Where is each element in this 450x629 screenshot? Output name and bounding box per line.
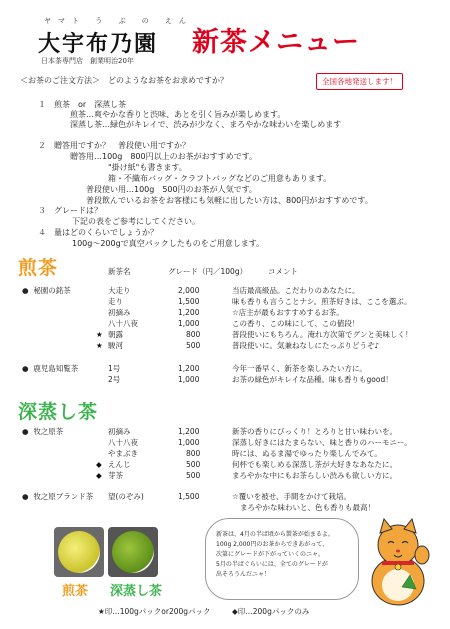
tea-comment: 何杯でも楽しめる深蒸し茶が大好きなあなたに。 (232, 460, 397, 469)
bubble-line: 5月の半ばぐらいには、全てのグレードが (216, 561, 328, 568)
howto-line: "掛け紙"も書きます。 (108, 163, 187, 172)
table-header-grade: グレード（円／100g） (168, 267, 248, 276)
tea-comment: 当店最高級品。こだわりのあなたに。 (232, 286, 360, 295)
row-mark: ◆ (96, 471, 102, 480)
sencha-cup-label: 煎茶 (62, 584, 89, 599)
logo-subtitle: 日本茶専門店 創業明治20年 (41, 57, 134, 65)
tea-comment: この香り、この味にして、この値段！ (232, 319, 360, 328)
howto-line: 下記の表をご参考にしてください。 (72, 217, 200, 226)
fukamushi-cup-image (108, 527, 158, 577)
howto-line: 100g～200gで真空パックしたものをご用意します。 (72, 239, 265, 248)
tea-price: 1,000 (178, 375, 200, 384)
tea-comment: まろやかな味わいと、色も香りも最高！ (240, 503, 375, 512)
howto-line: ２ 贈答用ですか？ 普段使い用ですか？ (38, 141, 190, 150)
footer-star-note: ★印…100gパックor200gパック (98, 607, 211, 616)
tea-comment: 味も香りも言うことナシ。煎茶好きは、ここを選ぶ。 (232, 297, 412, 306)
group-label: ● 秘園の銘茶 (22, 286, 71, 295)
tea-comment: まろやかな中にもお茶らしい渋みも欲しい方に。 (232, 471, 397, 480)
tea-price: 1,500 (178, 297, 200, 306)
tea-comment: ☆店主が最もおすすめするお茶。 (232, 308, 344, 317)
logo-text: 大宇布乃園 (38, 31, 159, 57)
tea-name: 走り (108, 297, 123, 306)
row-mark: ◆ (96, 460, 102, 469)
tea-comment: 新茶の香りにびっくり！とろりと甘い味わいを。 (232, 427, 397, 436)
group-label: ● 牧之原茶 (22, 427, 64, 436)
bubble-line: 次第にグレードが下がっていくのニャ。 (216, 551, 325, 558)
lucky-cat-icon (362, 515, 434, 607)
tea-comment: 普段使いにもちろん。淹れ方次第でグンと美味しく！ (232, 330, 413, 339)
bubble-line: 100g 2,000円のお茶からできあがって、 (216, 541, 329, 548)
tea-name: 朝露 (108, 330, 123, 339)
tea-name: 1号 (108, 364, 121, 373)
tea-price: 500 (186, 341, 201, 350)
tea-comment: 普段使いに。気兼ねなしにたっぷりどうぞ♪ (232, 341, 380, 350)
howto-line: ４ 量はどのくらいでしょうか？ (38, 228, 158, 237)
tea-name: 芽茶 (108, 471, 123, 480)
howto-line: 煎茶…爽やかな香りと渋味、あとを引く旨みが楽しめます。 (70, 110, 286, 119)
tea-price: 800 (186, 330, 201, 339)
table-header-comment: コメント (268, 267, 298, 276)
tea-name: 大走り (108, 286, 131, 295)
tea-comment: 深蒸し好きにはたまらない、味と香りのハーモニー。 (232, 438, 412, 447)
tea-name: 八十八夜 (108, 438, 138, 447)
howto-line: 普段使い用…100g 500円のお茶が人気です。 (86, 185, 257, 194)
tea-comment: お茶の緑色がキレイな品種。味も香りもgood！ (232, 375, 393, 384)
howto-line: 箱・不織布バッグ・クラフトバッグなどのご用意もあります。 (108, 174, 332, 183)
table-header-name: 新茶名 (108, 267, 131, 276)
tea-name: 初摘み (108, 308, 131, 317)
tea-name: 2号 (108, 375, 121, 384)
howto-line: １ 煎茶 or 深蒸し茶 (38, 100, 127, 109)
tea-name: 望(のぞみ) (108, 492, 144, 501)
sencha-title: 煎茶 (18, 257, 59, 279)
footer-diamond-note: ◆印…200gパックのみ (232, 607, 310, 616)
howto-line: 深蒸し茶…緑色がキレイで、渋みが少なく、まろやかな味わいを楽しめます (70, 120, 342, 129)
tea-comment: ☆覆いを被せ、手間をかけて栽培。 (232, 492, 351, 501)
tea-name: やまぶき (108, 449, 138, 458)
fukamushi-cup-label: 深蒸し茶 (110, 584, 163, 599)
group-label: ● 鹿児島知覧茶 (22, 364, 79, 373)
page-title: 新茶メニュー (192, 27, 360, 58)
tea-comment: 時には、ぬるま湯でゆったり楽しんでみて。 (232, 449, 382, 458)
tea-price: 1,500 (178, 492, 200, 501)
tea-name: えんじ (108, 460, 131, 469)
tea-comment: 今年一番早く、新茶を楽しみたい方に。 (232, 364, 367, 373)
fukamushi-title: 深蒸し茶 (18, 401, 99, 423)
tea-price: 1,200 (178, 364, 200, 373)
row-mark: ★ (96, 341, 103, 350)
howto-line: ３ グレードは？ (38, 206, 102, 215)
tea-price: 1,000 (178, 319, 200, 328)
shipping-badge: 全国各地発送します！ (316, 73, 403, 90)
bubble-line: 出そろうんだニャ！ (216, 571, 271, 578)
howto-line: 普段飲んでいるお茶をお客様にも気軽に出したい方は、800円がおすすめです。 (86, 196, 373, 205)
howto-line: 贈答用…100g 800円以上のお茶がおすすめです。 (70, 152, 258, 161)
row-mark: ★ (96, 330, 103, 339)
tea-price: 1,200 (178, 308, 200, 317)
tea-name: 駿河 (108, 341, 123, 350)
tea-price: 1,000 (178, 438, 200, 447)
tea-name: 初摘み (108, 427, 131, 436)
tea-price: 500 (186, 460, 201, 469)
bubble-line: 新茶は、4月の半ば頃から製茶が始まるよ。 (216, 531, 334, 538)
tea-price: 1,200 (178, 427, 200, 436)
logo-ruby: ヤマト う ぶ の えん (44, 17, 193, 25)
tea-price: 2,000 (178, 286, 200, 295)
sencha-cup-image (54, 527, 104, 577)
tea-price: 500 (186, 471, 201, 480)
tea-price: 800 (186, 449, 201, 458)
tea-name: 八十八夜 (108, 319, 138, 328)
group-label: ● 牧之原ブランド茶 (22, 492, 94, 501)
howto-intro: ＜お茶のご注文方法＞ どのようなお茶をお求めですか？ (20, 76, 228, 85)
